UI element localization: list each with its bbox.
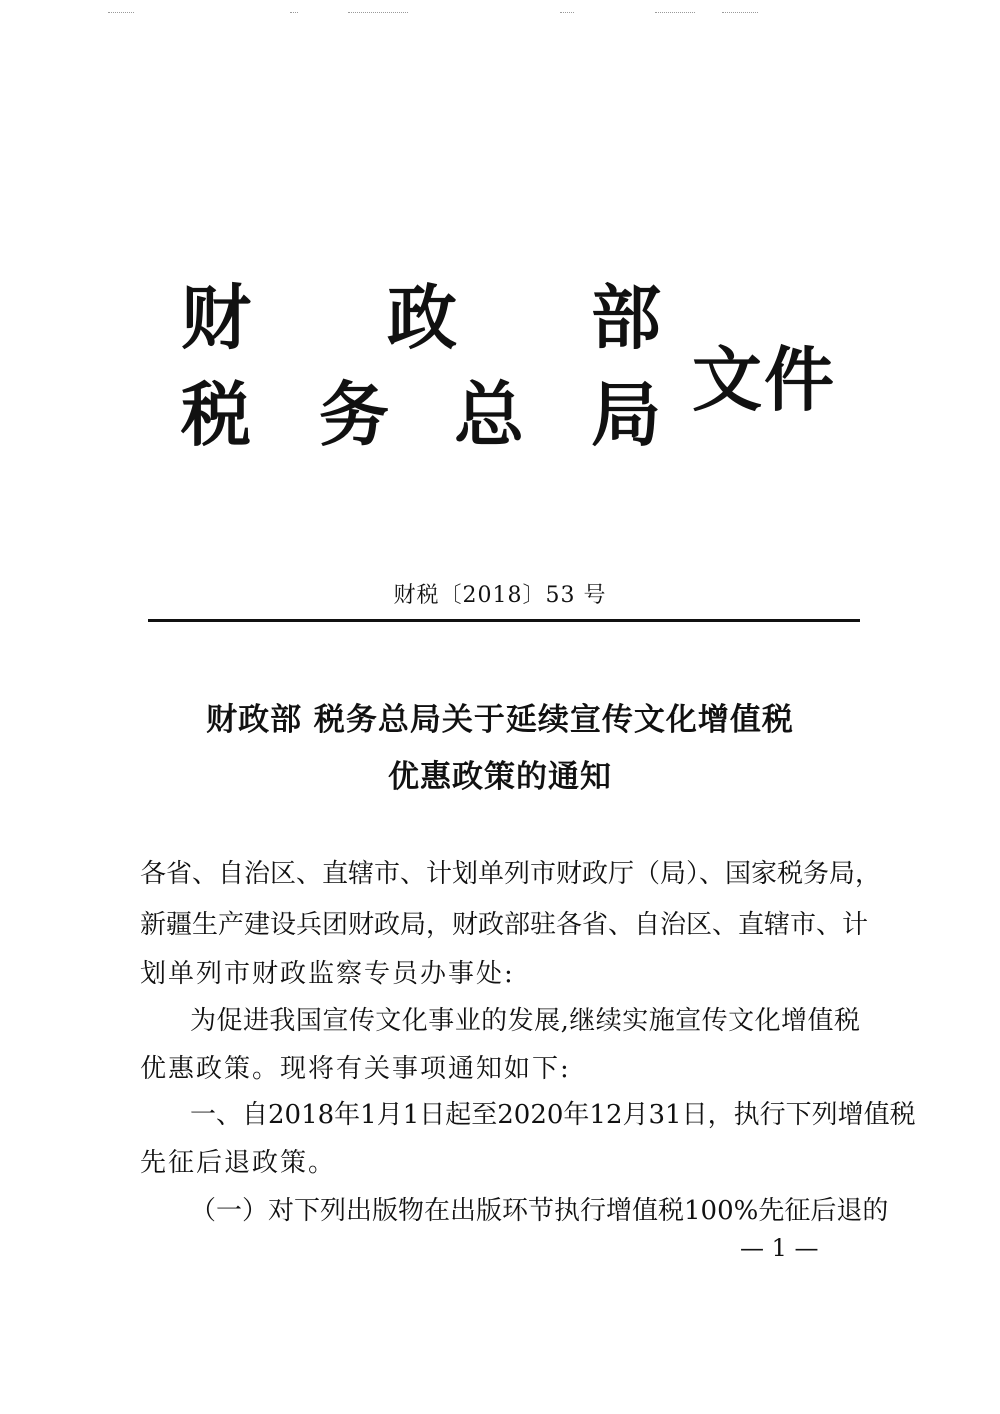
header-separator-line [148,619,860,622]
header-char: 税 [181,374,251,456]
body-line: 优惠政策。现将有关事项通知如下: [140,1054,571,1084]
scan-speck [348,12,408,15]
document-title-line-2: 优惠政策的通知 [388,759,612,795]
header-char: 部 [591,277,661,359]
scan-speck [108,12,134,15]
header-suffix: 文件 [692,339,836,421]
body-line: 各省、自治区、直辖市、计划单列市财政厅（局）、国家税务局， [140,859,882,889]
header-char: 总 [454,374,524,456]
body-line: 新疆生产建设兵团财政局，财政部驻各省、自治区、直辖市、计 [140,910,869,940]
scan-speck [290,12,298,15]
page-number: — 1 — [740,1234,819,1262]
scan-speck [655,12,695,15]
document-title-line-1: 财政部 税务总局关于延续宣传文化增值税 [206,702,794,738]
scan-speck [560,12,574,15]
header-char: 局 [591,374,661,456]
body-line: 一、自2018年1月1日起至2020年12月31日，执行下列增值税 [190,1100,916,1130]
body-line: 先征后退政策。 [140,1148,337,1178]
body-line: （一）对下列出版物在出版环节执行增值税100%先征后退的 [190,1196,889,1226]
header-char: 务 [319,374,389,456]
scan-speck [722,12,758,15]
header-char: 政 [387,277,457,359]
document-number: 财税〔2018〕53 号 [393,583,607,608]
header-char: 财 [181,277,251,359]
body-line: 划单列市财政监察专员办事处: [140,959,515,989]
body-line: 为促进我国宣传文化事业的发展,继续实施宣传文化增值税 [190,1006,860,1036]
